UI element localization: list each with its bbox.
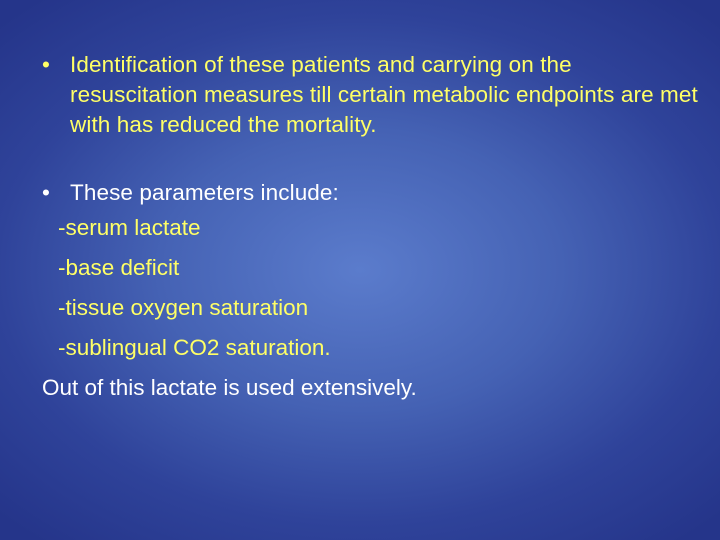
- bullet-dot-icon: •: [42, 180, 50, 205]
- bullet-parameters: [28, 178, 698, 208]
- bullet-identification: [28, 50, 698, 140]
- parameter-base-deficit: -base deficit: [58, 255, 180, 280]
- parameter-serum-lactate: -serum lactate: [58, 215, 201, 240]
- bullet-dot-icon: •: [42, 52, 50, 77]
- slide-content: [28, 50, 698, 408]
- parameter-sublingual-co2-saturation: -sublingual CO2 saturation.: [58, 335, 331, 360]
- closing-statement: Out of this lactate is used extensively.: [42, 375, 417, 400]
- bullet-parameters-text: These parameters include:: [70, 180, 339, 205]
- bullet-identification-text: Identification of these patients and carrying on the resuscitation measures till certain metabolic endpoints are met with has reduced the mortality.: [70, 52, 698, 137]
- parameter-tissue-oxygen-saturation: -tissue oxygen saturation: [58, 295, 309, 320]
